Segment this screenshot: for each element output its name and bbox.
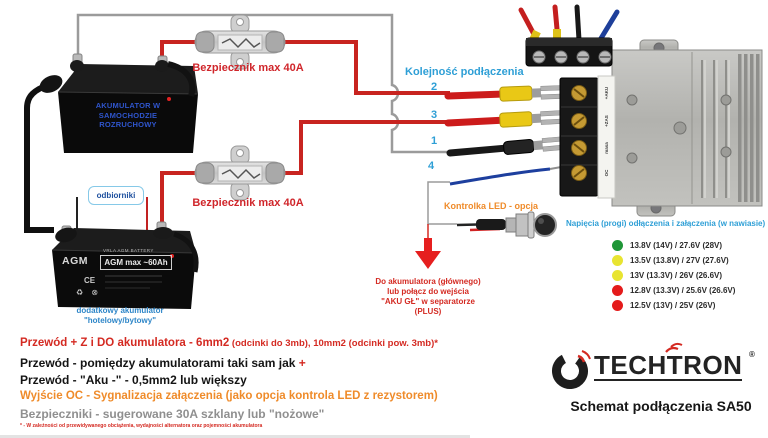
legend-row-yellow-2: 13V (13.3V) / 26V (26.6V) [612, 270, 735, 282]
wire-3-red-terminal [448, 110, 563, 130]
fuse-top-photo [195, 15, 285, 69]
terminal-label-zas-plus: +ZAS [604, 115, 609, 127]
aux-battery-caption: dodatkowy akumulator "hotelowy/bytowy" [76, 306, 164, 325]
aux-battery-brand: AGM [62, 255, 88, 267]
legend-row-red-2: 12.5V (13V) / 25V (26V) [612, 300, 735, 312]
terminal-label-masa: masa [604, 142, 609, 154]
registered-mark: ® [749, 350, 755, 359]
recycle-icon: ♻ ⊗ [76, 288, 102, 297]
arrow-note: Do akumulatora (głównego) lub połącz do wejścia "AKU GŁ" w separatorze (PLUS) [375, 277, 481, 316]
led-indicator-photo [457, 212, 556, 238]
ce-mark: CE [84, 276, 96, 285]
terminal-label-aku-plus: +AKU [604, 86, 609, 100]
footnote: * - W zależności od przewidywanego obciążenia, wydajności alternatora oraz pojemności akumulatora [20, 423, 263, 429]
yellow-dot-icon [612, 255, 623, 266]
connection-order-title: Kolejność podłączenia [405, 66, 524, 78]
wire-number-2: 2 [431, 81, 438, 93]
wire-4-blue [450, 167, 564, 185]
note-fuses: Bezpieczniki - sugerowane 30A szklany lub "nożowe" [20, 407, 325, 421]
wire-number-3: 3 [431, 109, 438, 121]
fuse-bottom-label: Bezpiecznik max 40A [192, 197, 304, 209]
wire-number-1: 1 [431, 135, 438, 147]
oc-signal-branch [415, 182, 457, 269]
wire-1-black-terminal [449, 137, 564, 160]
legend-row-yellow-1: 13.5V (13.8V) / 27V (27.6V) [612, 255, 735, 267]
red-dot-icon [612, 285, 623, 296]
inter-battery-ground-cable [27, 84, 54, 230]
green-dot-icon [612, 240, 623, 251]
terminal-label-oc: OC [604, 169, 609, 177]
legend-row-green: 13.8V (14V) / 27.6V (28V) [612, 240, 735, 252]
aux-battery-type: VRLA AGM BATTERY [103, 248, 154, 253]
odbiorniki-label: odbiorniki [96, 191, 136, 200]
car-battery-label: AKUMULATOR W SAMOCHODZIE ROZRUCHOWY [95, 101, 161, 129]
led-option-label: Kontrolka LED - opcja [444, 201, 539, 211]
note-wire-plus: Przewód + Z i DO akumulatora - 6mm2 (odcinki do 3mb), 10mm2 (odcinki pow. 3mb)* [20, 337, 438, 349]
note-wire-minus: Przewód - "Aku -" - 0,5mm2 lub większy [20, 373, 247, 387]
fuse-bottom-photo [195, 146, 285, 200]
legend-row-red-1: 12.8V (13.3V) / 25.6V (26.6V) [612, 285, 735, 297]
note-oc-output: Wyjście OC - Sygnalizacja załączenia (jako opcja kontrola LED z rezystorem) [20, 390, 438, 402]
odbiorniki-box [88, 186, 144, 205]
red-dot-icon [612, 300, 623, 311]
wire-2-red-terminal [448, 85, 562, 103]
voltage-legend-title: Napięcia (progi) odłączenia i załączenia (w nawiasie) [566, 219, 766, 228]
wire-number-4: 4 [428, 160, 435, 172]
fuse-top-label: Bezpiecznik max 40A [192, 62, 304, 74]
note-wire-between: Przewód - pomiędzy akumulatorami taki sam jak + [20, 356, 306, 370]
voltage-legend [612, 240, 735, 315]
brand-name: TECHTRON [594, 350, 743, 380]
schematic-title: Schemat podłączenia SA50 [570, 398, 752, 414]
yellow-dot-icon [612, 270, 623, 281]
techtron-logo-icon [551, 351, 590, 390]
down-arrow-icon [415, 238, 441, 269]
terminal-closeup-photo [521, 7, 617, 66]
aux-battery-capacity: AGM max ~60Ah [100, 255, 172, 270]
